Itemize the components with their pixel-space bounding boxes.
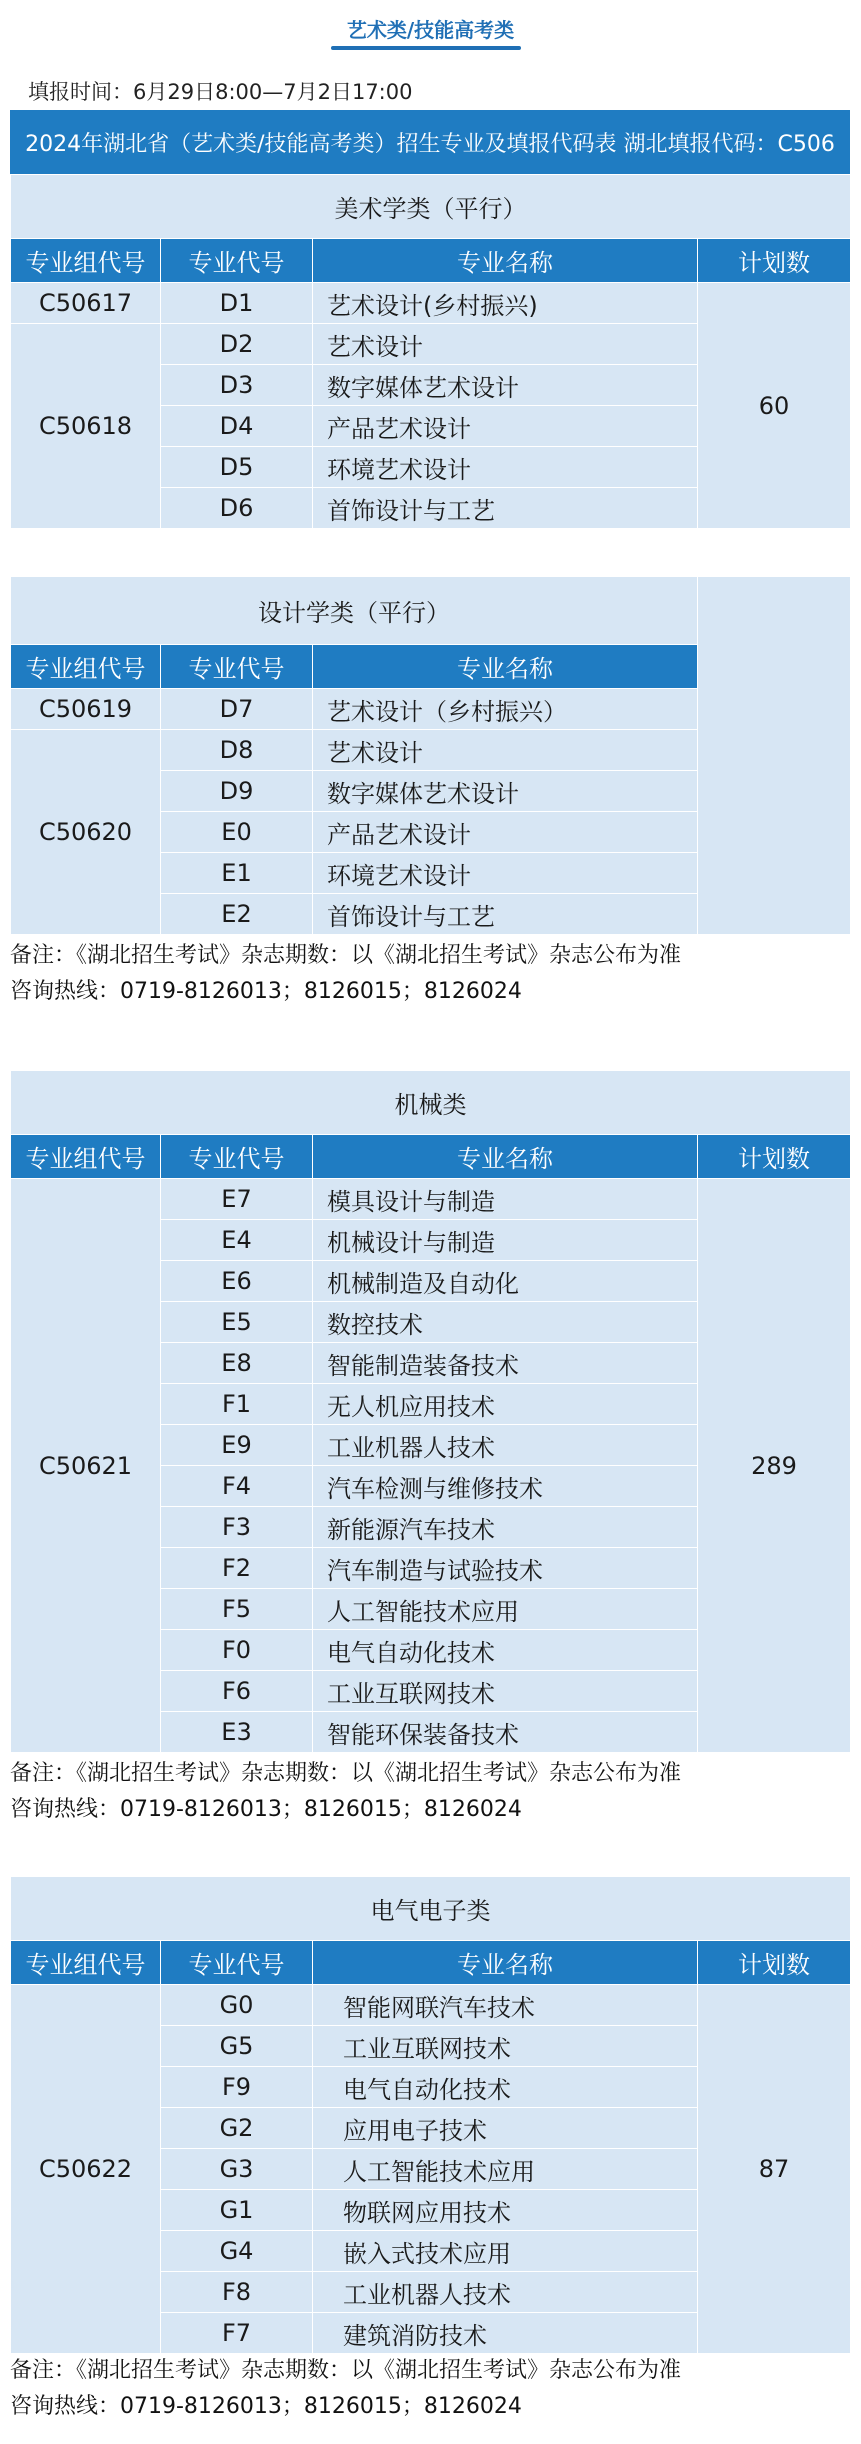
major-name: 电气自动化技术 bbox=[313, 2067, 698, 2108]
col-code-header: 专业代号 bbox=[161, 1135, 313, 1179]
major-code: E6 bbox=[161, 1261, 313, 1302]
major-name: 数字媒体艺术设计 bbox=[313, 771, 698, 812]
major-name: 智能网联汽车技术 bbox=[313, 1985, 698, 2026]
major-name: 汽车制造与试验技术 bbox=[313, 1548, 698, 1589]
major-code: E5 bbox=[161, 1302, 313, 1343]
major-name: 首饰设计与工艺 bbox=[313, 488, 698, 529]
group-code: C50621 bbox=[11, 1179, 161, 1753]
major-code: D6 bbox=[161, 488, 313, 529]
major-name: 人工智能技术应用 bbox=[313, 2149, 698, 2190]
major-name: 工业互联网技术 bbox=[313, 1671, 698, 1712]
major-name: 人工智能技术应用 bbox=[313, 1589, 698, 1630]
hotline-note: 咨询热线：0719-8126013；8126015；8126024 bbox=[10, 2394, 522, 2419]
hotline-note: 咨询热线：0719-8126013；8126015；8126024 bbox=[10, 1797, 522, 1822]
col-group-header: 专业组代号 bbox=[11, 239, 161, 283]
major-name: 艺术设计(乡村振兴) bbox=[313, 283, 698, 324]
major-code: G3 bbox=[161, 2149, 313, 2190]
col-name-header: 专业名称 bbox=[313, 645, 698, 689]
notes-block bbox=[10, 2353, 681, 2425]
major-name: 嵌入式技术应用 bbox=[313, 2231, 698, 2272]
plan-blank bbox=[698, 577, 851, 935]
col-name-header: 专业名称 bbox=[313, 1135, 698, 1179]
major-name: 艺术设计（乡村振兴） bbox=[313, 689, 698, 730]
major-name: 汽车检测与维修技术 bbox=[313, 1466, 698, 1507]
major-code: G2 bbox=[161, 2108, 313, 2149]
table-banner: 2024年湖北省（艺术类/技能高考类）招生专业及填报代码表 湖北填报代码：C506 bbox=[10, 110, 850, 174]
major-name: 智能环保装备技术 bbox=[313, 1712, 698, 1753]
major-code: F7 bbox=[161, 2313, 313, 2354]
remark-note: 备注：《湖北招生考试》杂志期数：以《湖北招生考试》杂志公布为准 bbox=[10, 1761, 682, 1786]
major-code: F9 bbox=[161, 2067, 313, 2108]
col-group-header: 专业组代号 bbox=[11, 1135, 161, 1179]
col-code-header: 专业代号 bbox=[161, 645, 313, 689]
page-header bbox=[0, 0, 861, 62]
major-code: F5 bbox=[161, 1589, 313, 1630]
art-table bbox=[10, 174, 851, 529]
section-title: 电气电子类 bbox=[11, 1877, 851, 1941]
col-name-header: 专业名称 bbox=[313, 239, 698, 283]
group-code: C50618 bbox=[11, 324, 161, 529]
major-code: D5 bbox=[161, 447, 313, 488]
major-name: 建筑消防技术 bbox=[313, 2313, 698, 2354]
major-code: D7 bbox=[161, 689, 313, 730]
major-name: 机械设计与制造 bbox=[313, 1220, 698, 1261]
major-code: F1 bbox=[161, 1384, 313, 1425]
major-code: D1 bbox=[161, 283, 313, 324]
group-code: C50622 bbox=[11, 1985, 161, 2354]
major-code: G0 bbox=[161, 1985, 313, 2026]
major-name: 工业机器人技术 bbox=[313, 2272, 698, 2313]
col-group-header: 专业组代号 bbox=[11, 1941, 161, 1985]
section-title: 美术学类（平行） bbox=[11, 175, 851, 239]
major-name: 艺术设计 bbox=[313, 730, 698, 771]
major-code: E1 bbox=[161, 853, 313, 894]
group-code: C50617 bbox=[11, 283, 161, 324]
major-code: E3 bbox=[161, 1712, 313, 1753]
group-code: C50619 bbox=[11, 689, 161, 730]
page-title: 艺术类/技能高考类 bbox=[346, 18, 515, 42]
notes-block bbox=[10, 1756, 681, 1828]
major-code: G4 bbox=[161, 2231, 313, 2272]
hotline-note: 咨询热线：0719-8126013；8126015；8126024 bbox=[10, 979, 522, 1004]
major-name: 产品艺术设计 bbox=[313, 812, 698, 853]
major-name: 应用电子技术 bbox=[313, 2108, 698, 2149]
col-code-header: 专业代号 bbox=[161, 239, 313, 283]
major-name: 工业机器人技术 bbox=[313, 1425, 698, 1466]
major-code: D4 bbox=[161, 406, 313, 447]
major-code: D2 bbox=[161, 324, 313, 365]
major-code: E9 bbox=[161, 1425, 313, 1466]
major-code: D9 bbox=[161, 771, 313, 812]
major-name: 新能源汽车技术 bbox=[313, 1507, 698, 1548]
major-name: 物联网应用技术 bbox=[313, 2190, 698, 2231]
major-name: 电气自动化技术 bbox=[313, 1630, 698, 1671]
fill-time: 填报时间：6月29日8:00—7月2日17:00 bbox=[28, 80, 413, 104]
major-code: G5 bbox=[161, 2026, 313, 2067]
remark-note: 备注：《湖北招生考试》杂志期数：以《湖北招生考试》杂志公布为准 bbox=[10, 943, 682, 968]
major-name: 工业互联网技术 bbox=[313, 2026, 698, 2067]
elec-table bbox=[10, 1876, 851, 2354]
major-code: E2 bbox=[161, 894, 313, 935]
major-code: F0 bbox=[161, 1630, 313, 1671]
major-code: E4 bbox=[161, 1220, 313, 1261]
major-code: E7 bbox=[161, 1179, 313, 1220]
title-underline bbox=[331, 46, 521, 50]
major-name: 智能制造装备技术 bbox=[313, 1343, 698, 1384]
major-code: E0 bbox=[161, 812, 313, 853]
major-code: E8 bbox=[161, 1343, 313, 1384]
major-code: F8 bbox=[161, 2272, 313, 2313]
major-name: 产品艺术设计 bbox=[313, 406, 698, 447]
section-title: 设计学类（平行） bbox=[11, 577, 698, 645]
major-name: 数控技术 bbox=[313, 1302, 698, 1343]
col-plan-header: 计划数 bbox=[698, 1941, 851, 1985]
major-code: F4 bbox=[161, 1466, 313, 1507]
col-code-header: 专业代号 bbox=[161, 1941, 313, 1985]
major-name: 模具设计与制造 bbox=[313, 1179, 698, 1220]
section-title: 机械类 bbox=[11, 1071, 851, 1135]
major-code: F3 bbox=[161, 1507, 313, 1548]
col-group-header: 专业组代号 bbox=[11, 645, 161, 689]
major-code: D3 bbox=[161, 365, 313, 406]
major-name: 环境艺术设计 bbox=[313, 447, 698, 488]
major-name: 环境艺术设计 bbox=[313, 853, 698, 894]
plan-count: 60 bbox=[698, 283, 851, 529]
mech-table bbox=[10, 1070, 851, 1753]
major-name: 无人机应用技术 bbox=[313, 1384, 698, 1425]
major-code: G1 bbox=[161, 2190, 313, 2231]
plan-count: 289 bbox=[698, 1179, 851, 1753]
remark-note: 备注：《湖北招生考试》杂志期数：以《湖北招生考试》杂志公布为准 bbox=[10, 2358, 682, 2383]
group-code: C50620 bbox=[11, 730, 161, 935]
major-name: 机械制造及自动化 bbox=[313, 1261, 698, 1302]
col-name-header: 专业名称 bbox=[313, 1941, 698, 1985]
notes-block bbox=[10, 938, 681, 1010]
major-code: F2 bbox=[161, 1548, 313, 1589]
major-name: 首饰设计与工艺 bbox=[313, 894, 698, 935]
major-name: 艺术设计 bbox=[313, 324, 698, 365]
major-code: D8 bbox=[161, 730, 313, 771]
major-code: F6 bbox=[161, 1671, 313, 1712]
design-table bbox=[10, 576, 851, 935]
plan-count: 87 bbox=[698, 1985, 851, 2354]
col-plan-header: 计划数 bbox=[698, 1135, 851, 1179]
major-name: 数字媒体艺术设计 bbox=[313, 365, 698, 406]
col-plan-header: 计划数 bbox=[698, 239, 851, 283]
